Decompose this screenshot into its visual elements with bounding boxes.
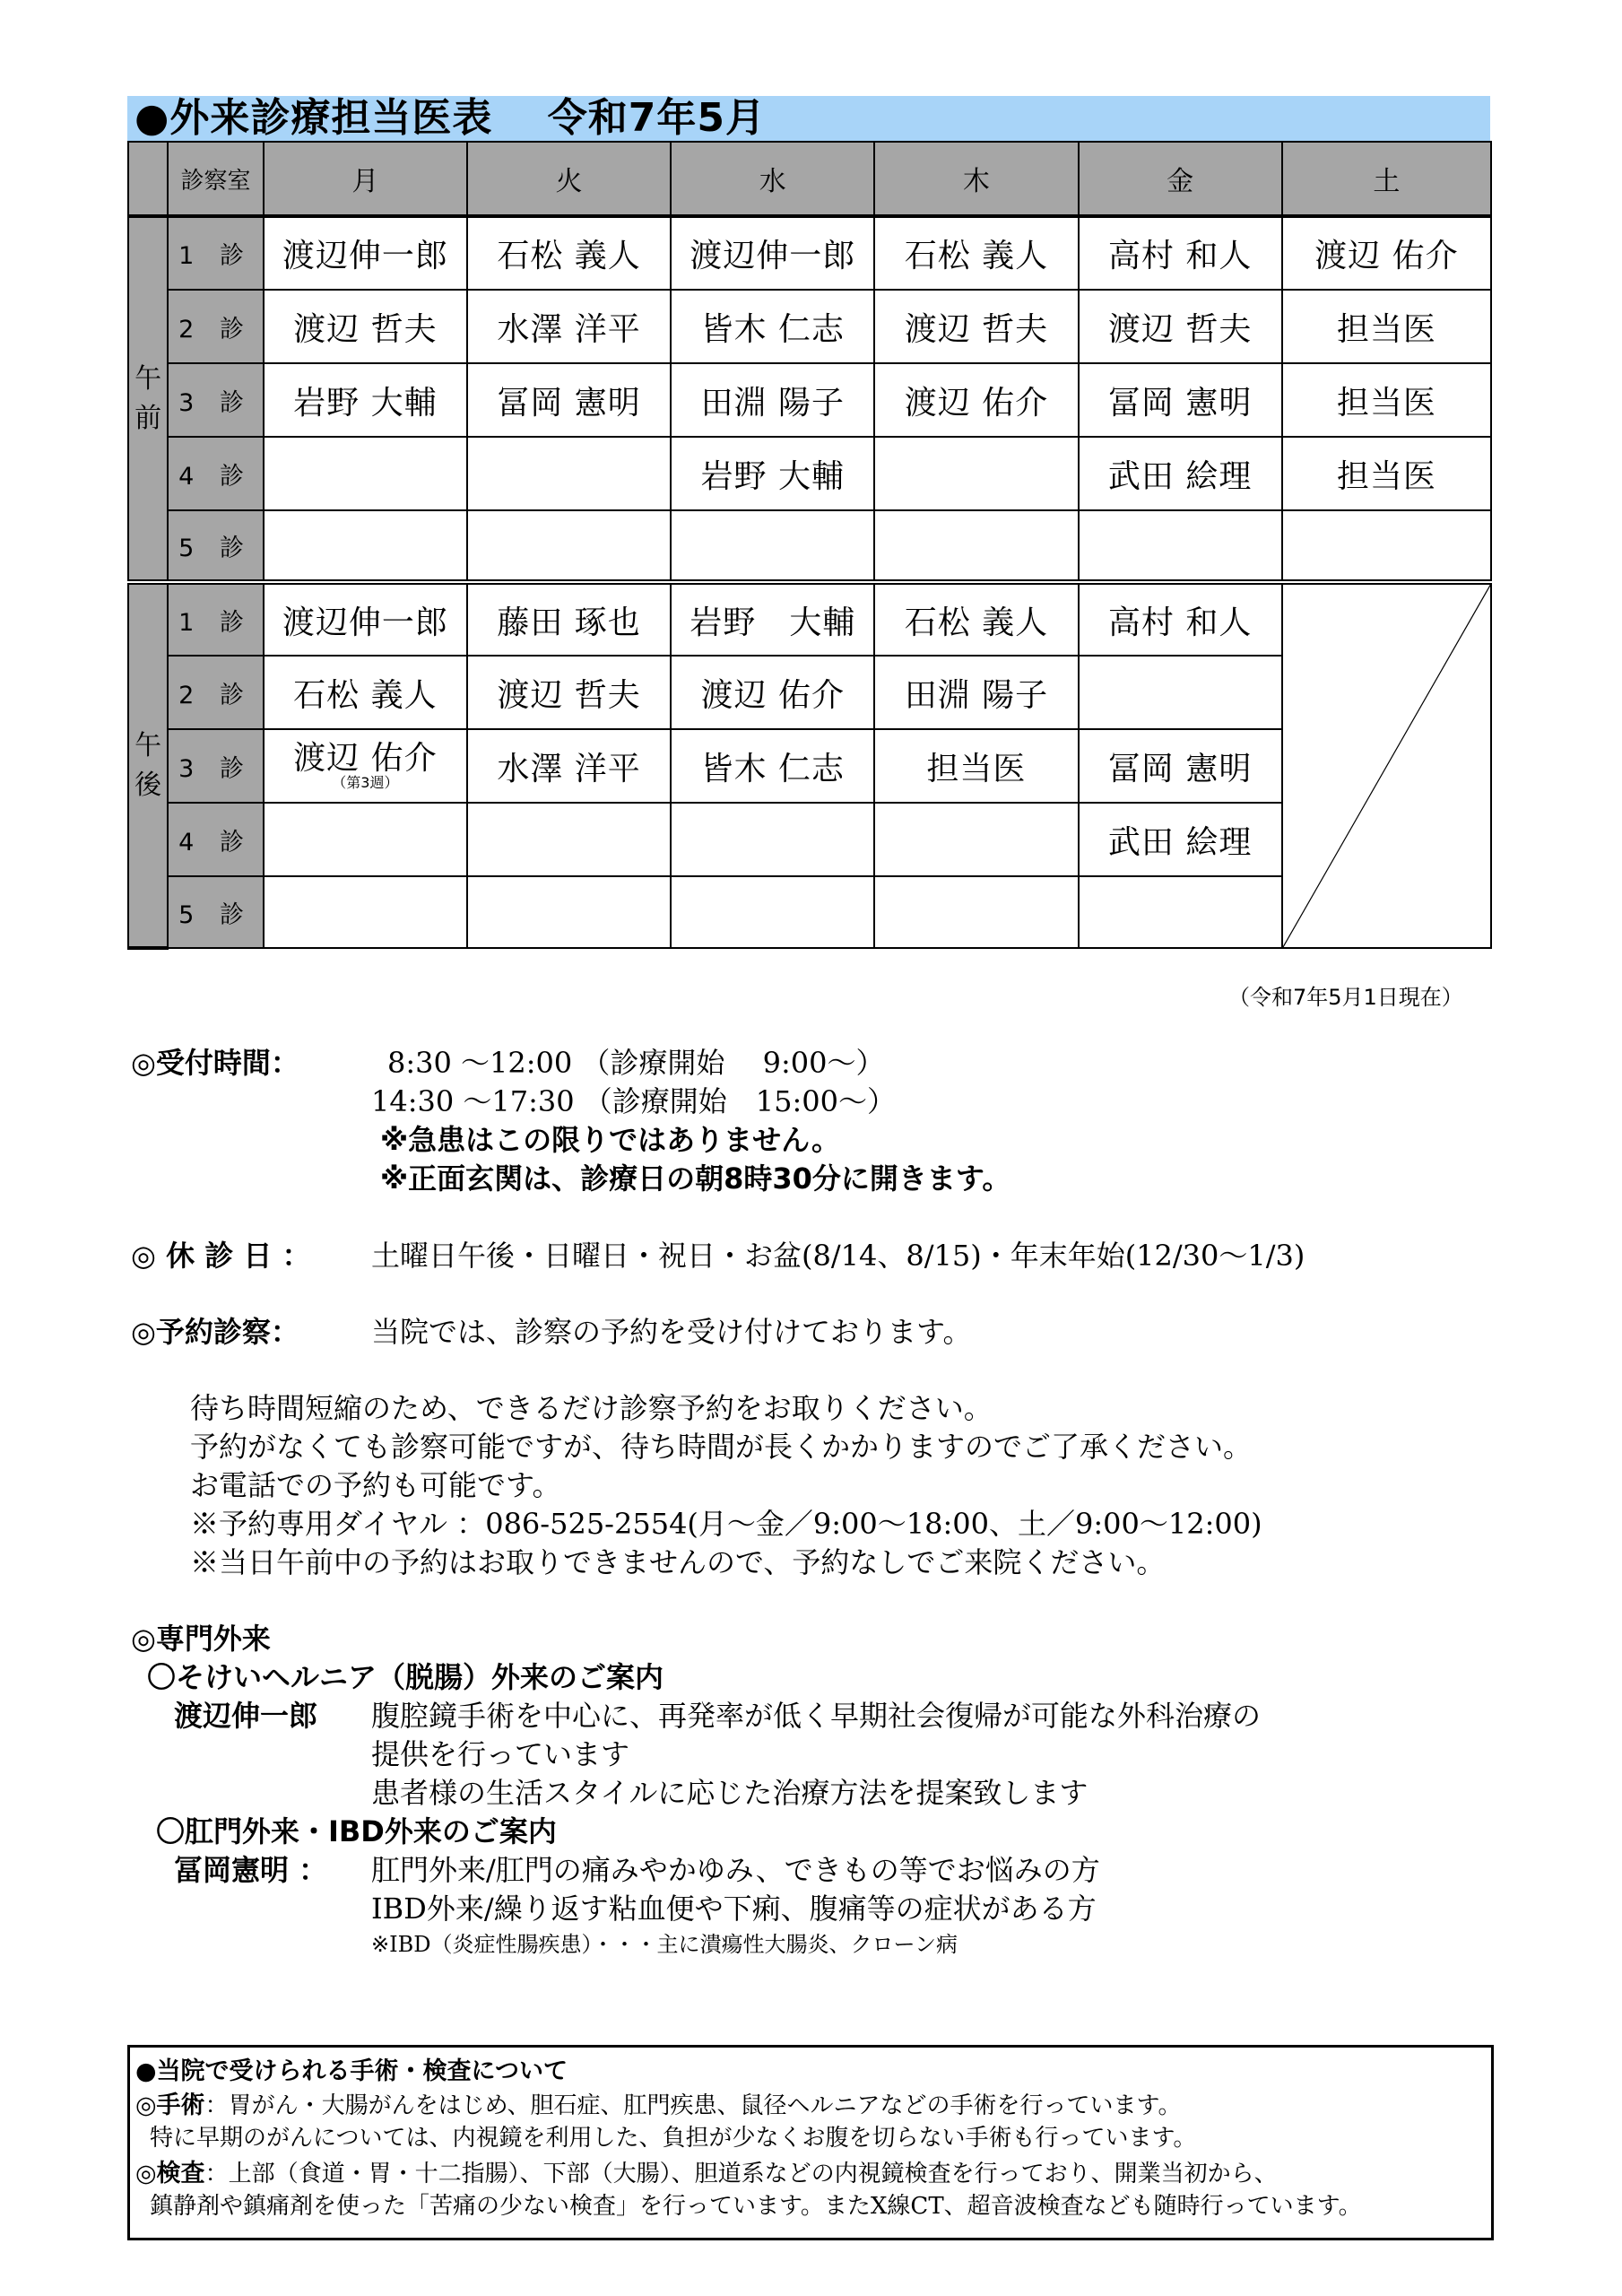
table-row — [128, 582, 1491, 656]
room-label: 3 診 — [168, 729, 264, 803]
doctor-cell: 担当医 — [1282, 290, 1491, 363]
as-of-date: （令和7年5月1日現在） — [1228, 985, 1463, 1010]
doctor-cell: 田淵 陽子 — [671, 363, 874, 437]
doctor-cell: 渡辺 佑介 — [671, 656, 874, 729]
reservation-phone-line: ※予約専用ダイヤル ：086-525-2554(月～金／9:00～18:00、土／9:00～12:00) — [190, 1507, 1262, 1541]
header-room: 診察室 — [168, 142, 264, 216]
hernia-line: 患者様の生活スタイルに応じた治療方法を提案致します — [371, 1776, 1089, 1810]
doctor-cell — [467, 437, 671, 510]
table-header-row — [128, 142, 1491, 216]
table-row — [128, 363, 1491, 437]
header-day: 火 — [467, 142, 671, 216]
doctor-cell — [671, 803, 874, 876]
doctor-cell: 水澤 洋平 — [467, 729, 671, 803]
doctor-cell: 皆木 仁志 — [671, 290, 874, 363]
header-blank — [128, 142, 168, 216]
doctor-cell — [1079, 876, 1282, 948]
title-bar — [127, 96, 1490, 141]
week-note: （第3週） — [332, 774, 399, 791]
doctor-cell: 岩野 大輔 — [671, 582, 874, 656]
doctor-cell — [1282, 510, 1491, 582]
doctor-cell — [264, 876, 467, 948]
doctor-cell: 石松 義人 — [874, 216, 1078, 290]
doctor-cell: 渡辺伸一郎 — [264, 216, 467, 290]
reception-line1: 8:30 ～12:00 （診療開始 9:00～） — [387, 1046, 885, 1080]
doctor-cell: 担当医 — [874, 729, 1078, 803]
room-label: 4 診 — [168, 803, 264, 876]
reservation-line: お電話での予約も可能です。 — [190, 1468, 561, 1502]
session-label-pm: 午 後 — [128, 582, 168, 948]
doctor-cell: 岩野 大輔 — [264, 363, 467, 437]
schedule-table — [127, 141, 1492, 950]
doctor-cell — [264, 510, 467, 582]
doctor-cell: 石松 義人 — [467, 216, 671, 290]
hernia-line: 提供を行っています — [371, 1737, 630, 1771]
anal-line: IBD外来/繰り返す粘血便や下痢、腹痛等の症状がある方 — [371, 1892, 1097, 1926]
ibd-note: ※IBD（炎症性腸疾患）・・・主に潰瘍性大腸炎、クローン病 — [371, 1932, 958, 1957]
surgery-text-2: 特に早期のがんについては、内視鏡を利用した、負担が少なくお腹を切らない手術も行っています。 — [150, 2125, 1197, 2152]
doctor-cell: 渡辺伸一郎 — [671, 216, 874, 290]
doctor-cell — [1079, 656, 1282, 729]
doctor-name: 渡辺 佑介 — [293, 740, 438, 777]
reception-note2: ※正面玄関は、診療日の朝8時30分に開きます。 — [380, 1161, 1011, 1196]
room-label: 2 診 — [168, 290, 264, 363]
surgery-line — [135, 2085, 1181, 2120]
saturday-pm-closed-cell — [1282, 582, 1491, 948]
page-title: ●外来診療担当医表 令和7年5月 — [134, 95, 766, 141]
room-label: 5 診 — [168, 510, 264, 582]
doctor-cell: 渡辺 佑介 — [1282, 216, 1491, 290]
reservation-label: ◎予約診察： — [131, 1315, 299, 1349]
doctor-cell — [467, 876, 671, 948]
anal-doctor: 冨岡憲明 ： — [174, 1853, 328, 1887]
reception-line2: 14:30 ～17:30 （診療開始 15:00～） — [371, 1084, 897, 1118]
header-day: 木 — [874, 142, 1078, 216]
doctor-cell — [1079, 510, 1282, 582]
table-row — [128, 510, 1491, 582]
doctor-cell — [874, 803, 1078, 876]
surgery-text: ：胃がん・大腸がんをはじめ、胆石症、肛門疾患、鼠径ヘルニアなどの手術を行っています。 — [204, 2092, 1182, 2119]
room-label: 1 診 — [168, 216, 264, 290]
doctor-cell: 皆木 仁志 — [671, 729, 874, 803]
session-label-am: 午 前 — [128, 216, 168, 582]
doctor-cell: 渡辺 哲夫 — [874, 290, 1078, 363]
hernia-title: 〇そけいヘルニア（脱腸）外来のご案内 — [147, 1660, 664, 1694]
doctor-cell — [874, 437, 1078, 510]
doctor-cell — [671, 876, 874, 948]
room-label: 2 診 — [168, 656, 264, 729]
table-row — [128, 437, 1491, 510]
room-label: 5 診 — [168, 876, 264, 948]
exam-text: ：上部（食道・胃・十二指腸）、下部（大腸）、胆道系などの内視鏡検査を行っており、開業当初から、 — [204, 2161, 1278, 2187]
reservation-line: ※当日午前中の予約はお取りできませんので、予約なしでご来院ください。 — [190, 1545, 1166, 1579]
hernia-doctor: 渡辺伸一郎 — [174, 1699, 318, 1733]
doctor-cell — [264, 803, 467, 876]
doctor-cell: 担当医 — [1282, 437, 1491, 510]
doctor-cell: 渡辺伸一郎 — [264, 582, 467, 656]
doctor-cell: 武田 絵理 — [1079, 437, 1282, 510]
holiday-text: 土曜日午後・日曜日・祝日・お盆(8/14、8/15)・年末年始(12/30～1/3) — [371, 1239, 1305, 1273]
room-label: 1 診 — [168, 582, 264, 656]
anal-line: 肛門外来/肛門の痛みやかゆみ、できもの等でお悩みの方 — [371, 1853, 1100, 1887]
table-row — [128, 216, 1491, 290]
surgery-info-box — [127, 2045, 1494, 2240]
doctor-cell: 武田 絵理 — [1079, 803, 1282, 876]
doctor-cell: 水澤 洋平 — [467, 290, 671, 363]
doctor-cell: 田淵 陽子 — [874, 656, 1078, 729]
header-day: 月 — [264, 142, 467, 216]
reservation-line: 予約がなくても診察可能ですが、待ち時間が長くかかりますのでご了承ください。 — [190, 1430, 1253, 1464]
doctor-cell: 岩野 大輔 — [671, 437, 874, 510]
doctor-cell — [874, 876, 1078, 948]
room-label: 4 診 — [168, 437, 264, 510]
doctor-cell: 渡辺 哲夫 — [1079, 290, 1282, 363]
diagonal-line — [1283, 585, 1490, 947]
doctor-cell — [264, 729, 467, 803]
special-label: ◎専門外来 — [131, 1622, 271, 1656]
doctor-cell: 渡辺 哲夫 — [264, 290, 467, 363]
reservation-line: 待ち時間短縮のため、できるだけ診察予約をお取りください。 — [190, 1391, 993, 1425]
exam-text-2: 鎮静剤や鎮痛剤を使った「苦痛の少ない検査」を行っています。またX線CT、超音波検査なども随時行っています。 — [150, 2193, 1362, 2220]
doctor-cell: 渡辺 哲夫 — [467, 656, 671, 729]
header-day: 水 — [671, 142, 874, 216]
holiday-label: ◎ 休 診 日 ： — [131, 1239, 311, 1273]
doctor-cell: 高村 和人 — [1079, 582, 1282, 656]
doctor-cell: 冨岡 憲明 — [1079, 729, 1282, 803]
doctor-cell: 渡辺 佑介 — [874, 363, 1078, 437]
reservation-text: 当院では、診察の予約を受け付けております。 — [371, 1315, 972, 1349]
exam-label: ◎検査 — [135, 2160, 205, 2187]
doctor-cell: 冨岡 憲明 — [1079, 363, 1282, 437]
doctor-cell: 石松 義人 — [874, 582, 1078, 656]
doctor-cell — [467, 803, 671, 876]
anal-title: 〇肛門外来・IBD外来のご案内 — [156, 1814, 557, 1848]
exam-line — [135, 2153, 1278, 2188]
reception-note1: ※急患はこの限りではありません。 — [380, 1123, 841, 1157]
doctor-cell: 石松 義人 — [264, 656, 467, 729]
doctor-cell: 担当医 — [1282, 363, 1491, 437]
box-title: ●当院で受けられる手術・検査について — [135, 2057, 568, 2085]
doctor-cell: 高村 和人 — [1079, 216, 1282, 290]
table-row — [128, 290, 1491, 363]
surgery-label: ◎手術 — [135, 2092, 205, 2119]
doctor-cell — [467, 510, 671, 582]
hernia-line: 腹腔鏡手術を中心に、再発率が低く早期社会復帰が可能な外科治療の — [371, 1699, 1262, 1733]
doctor-cell: 冨岡 憲明 — [467, 363, 671, 437]
reception-label: ◎受付時間： — [131, 1046, 299, 1080]
header-day: 金 — [1079, 142, 1282, 216]
doctor-cell — [874, 510, 1078, 582]
doctor-cell — [671, 510, 874, 582]
doctor-cell — [264, 437, 467, 510]
header-day: 土 — [1282, 142, 1491, 216]
room-label: 3 診 — [168, 363, 264, 437]
doctor-cell: 藤田 琢也 — [467, 582, 671, 656]
